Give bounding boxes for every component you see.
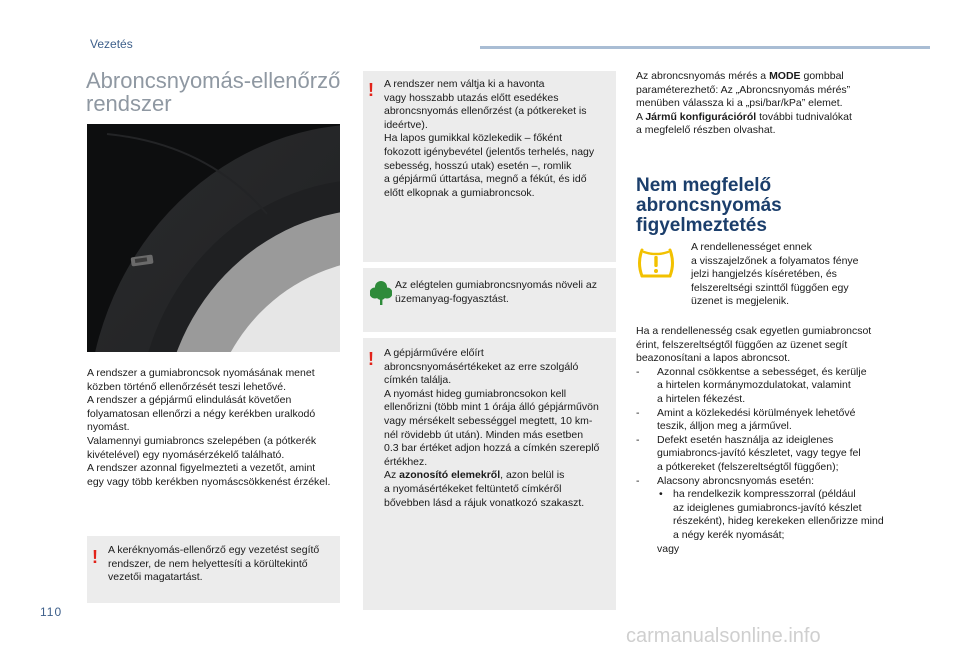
tyre-pressure-warning-icon <box>636 246 676 280</box>
mode-paragraph <box>636 70 916 138</box>
wheel-illustration <box>87 124 340 352</box>
page-number: 110 <box>40 605 63 619</box>
procedure-line: beazonosítani a lapos abroncsot. <box>636 352 791 365</box>
eco-leaf-icon <box>370 280 392 306</box>
icon-line: A rendellenességet ennek <box>691 241 812 253</box>
warning-line: a nyomásértékeket feltüntető címkéről <box>384 482 562 495</box>
list-line: részeként), hideg kerekeken ellenőrizze mind <box>673 515 884 528</box>
mode-button-label: MODE <box>769 70 801 82</box>
eco-line: üzemanyag-fogyasztást. <box>395 292 509 305</box>
intro-line: A rendszer a gumiabroncsok nyomásának menet <box>87 367 315 379</box>
intro-line: folyamatosan ellenőrzi a négy kerékben uralkodó <box>87 407 316 420</box>
eco-line: Az elégtelen gumiabroncsnyomás növeli az <box>395 279 597 291</box>
config-line-b: további tudnivalókat <box>756 110 852 123</box>
warning-box-pressure-label <box>363 338 616 610</box>
sub-list-item <box>657 488 926 542</box>
mode-line <box>636 111 916 125</box>
header-bar <box>480 46 930 49</box>
warning-line: értékhez. <box>384 455 428 468</box>
warning-line: a gépjármű úttartása, megnő a fékút, és idő <box>384 173 587 186</box>
warning-box-monthly-check <box>363 71 616 262</box>
icon-line: a visszajelzőnek a folyamatos fénye <box>691 254 859 267</box>
exclamation-icon: ! <box>368 349 374 369</box>
page-title: Abroncsnyomás-ellenőrző rendszer <box>86 68 341 116</box>
wheel-photo <box>87 124 340 352</box>
warning-line <box>384 469 614 483</box>
procedure-line: érint, felszereltségtől függően az üzenet segít <box>636 338 848 351</box>
intro-line: Valamennyi gumiabroncs szelepében (a pótkerék <box>87 434 317 447</box>
intro-line: kivételével) egy nyomásérzékelő található. <box>87 448 285 461</box>
warning-line: A nyomást hideg gumiabroncsokon kell <box>384 387 567 400</box>
warning-line: A keréknyomás-ellenőrző egy vezetést segítő <box>108 544 320 556</box>
warning-text <box>384 347 614 510</box>
warning-line: fokozott igénybevétel (jelentős terhelés, nagy <box>384 145 595 158</box>
warning-line: vezetői magatartást. <box>108 571 203 584</box>
warning-text <box>384 78 612 200</box>
warning-line: előtt elkopnak a gumiabroncsok. <box>384 186 535 199</box>
list-item <box>636 366 926 407</box>
intro-line: nyomást. <box>87 421 130 434</box>
warning-line: címkén találja. <box>384 374 452 387</box>
warning-line-suffix: , azon belül is <box>500 469 565 482</box>
warning-text <box>108 544 336 585</box>
list-line: - Alacsony abroncsnyomás esetén: <box>657 474 815 487</box>
intro-line: egy vagy több kerékben nyomáscsökkenést érzékel. <box>87 475 331 488</box>
warning-line: ideértve). <box>384 118 428 131</box>
list-line: - Defekt esetén használja az ideiglenes <box>657 433 834 446</box>
procedure-text <box>636 325 926 556</box>
warning-line: A gépjárművére előírt <box>384 347 484 359</box>
list-line: gumiabroncs-javító készletet, vagy tegye fel <box>657 447 861 460</box>
section-label: Vezetés <box>90 37 133 51</box>
config-line-a: A <box>636 110 646 123</box>
intro-line: A rendszer a gépjármű elindulását követően <box>87 394 292 407</box>
mode-line: paraméterezhető: Az „Abroncsnyomás mérés” <box>636 83 851 96</box>
warning-line: Ha lapos gumikkal közlekedik – főként <box>384 132 563 145</box>
intro-text <box>87 367 347 489</box>
list-item <box>636 475 926 557</box>
list-line: - Amint a közlekedési körülmények lehetővé <box>657 406 856 419</box>
procedure-list <box>636 366 926 556</box>
list-line-vagy: vagy <box>657 542 680 555</box>
warning-line: vagy hosszabb utazás előtt esedékes <box>384 91 559 104</box>
intro-line: közben történő ellenőrzését teszi lehetővé. <box>87 380 287 393</box>
list-line: - Azonnal csökkentse a sebességet, és kerülje <box>657 365 867 378</box>
mode-line-b: gombbal <box>800 70 844 82</box>
vehicle-config-link: Jármű konfigurációról <box>645 110 757 123</box>
exclamation-icon: ! <box>92 547 98 567</box>
procedure-line: Ha a rendellenesség csak egyetlen gumiabroncsot <box>636 325 872 337</box>
list-line: • ha rendelkezik kompresszorral (például <box>673 488 856 501</box>
warning-line: bővebben lásd a rájuk vonatkozó szakaszt. <box>384 496 585 509</box>
list-item <box>636 434 926 475</box>
icon-line: felszereltségi szinttől függően egy <box>691 281 849 294</box>
list-line: teszik, álljon meg a járművel. <box>657 420 792 433</box>
mode-line: a megfelelő részben olvashat. <box>636 124 776 137</box>
intro-line: A rendszer azonnal figyelmezteti a vezetőt, amint <box>87 462 316 475</box>
warning-line: A rendszer nem váltja ki a havonta <box>384 78 545 90</box>
list-line: a pótkereket (felszereltségtől függően); <box>657 460 839 473</box>
warning-line: nél rövidebb út után). Minden más esetben <box>384 428 584 441</box>
icon-line: üzenet is megjelenik. <box>691 295 790 308</box>
warning-line: 0.3 bar értéket adjon hozzá a címkén szereplő <box>384 442 600 455</box>
list-line: a négy kerék nyomását; <box>673 528 785 541</box>
warning-line: rendszer, de nem helyettesíti a körültekintő <box>108 557 308 570</box>
list-item <box>636 407 926 434</box>
warning-box-assist <box>87 536 340 603</box>
eco-text <box>395 279 613 306</box>
identification-elements-link: azonosító elemekről <box>399 469 501 482</box>
mode-line: menüben válassza ki a „psi/bar/kPa” elemet. <box>636 97 843 110</box>
exclamation-icon: ! <box>368 80 374 100</box>
warning-line: abroncsnyomás ellenőrzést (a pótkereket is <box>384 105 587 118</box>
warning-line: abroncsnyomásértékeket az erre szolgáló <box>384 360 579 373</box>
list-line: a hirtelen fékezést. <box>657 392 746 405</box>
list-line: a hirtelen kormánymozdulatokat, valamint <box>657 379 851 392</box>
icon-line: jelzi hangjelzés kíséretében, és <box>691 268 837 281</box>
eco-box <box>363 268 616 332</box>
mode-line <box>636 70 916 84</box>
watermark: carmanualsonline.info <box>626 625 821 647</box>
list-line: az ideiglenes gumiabroncs-javító készlet <box>673 501 862 514</box>
section-heading: Nem megfelelő abroncsnyomás figyelmeztetés <box>636 175 782 236</box>
sub-list <box>657 488 926 542</box>
warning-line: sebesség, hosszú utak) esetén –, romlik <box>384 159 572 172</box>
mode-line-a: Az abroncsnyomás mérés a <box>636 70 770 82</box>
warning-line: vagy mérsékelt sebességgel megtett, 10 km- <box>384 414 593 427</box>
warning-line: ellenőrizni (több mint 1 órája álló gépjárművön <box>384 401 599 414</box>
icon-description <box>691 241 911 309</box>
warning-line-prefix: Az <box>384 469 400 482</box>
